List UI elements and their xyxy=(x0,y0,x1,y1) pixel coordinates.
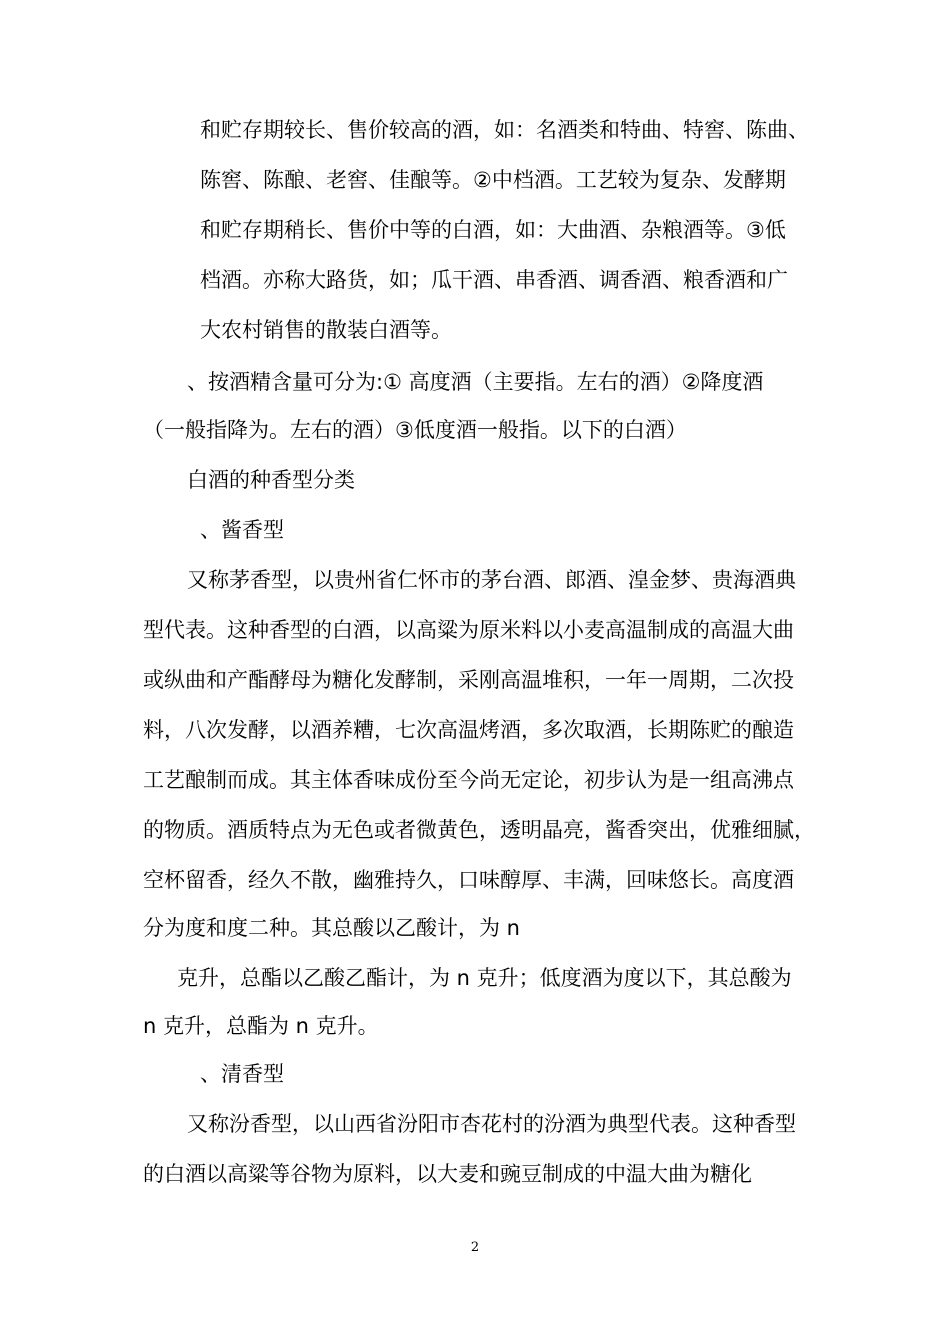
text-line: 陈窖、陈酿、老窖、佳酿等。②中档酒。工艺较为复杂、发酵期 xyxy=(200,168,786,192)
text-line: （一般指降为。左右的酒）③低度酒一般指。以下的白酒） xyxy=(143,418,687,442)
text-line: 分为度和度二种。其总酸以乙酸计，为 n xyxy=(143,916,520,940)
text-line: 料，八次发酵，以酒养糟，七次高温烤酒，多次取酒，长期陈贮的酿造 xyxy=(143,718,794,742)
page-number: 2 xyxy=(470,1240,480,1255)
text-line: 克升，总酯以乙酸乙酯计，为 n 克升；低度酒为度以下，其总酸为 xyxy=(177,966,792,990)
text-line: n 克升，总酯为 n 克升。 xyxy=(143,1014,379,1038)
text-line: 或纵曲和产酯酵母为糖化发酵制，采刚高温堆积，一年一周期，二次投 xyxy=(143,668,794,692)
subsection-heading: 、清香型 xyxy=(200,1062,284,1086)
text-line: 又称汾香型，以山西省汾阳市杏花村的汾酒为典型代表。这种香型 xyxy=(187,1112,796,1136)
text-line: 档酒。亦称大路货，如；瓜干酒、串香酒、调香酒、粮香酒和广 xyxy=(200,268,788,292)
text-line: 空杯留香，经久不散，幽雅持久，口味醇厚、丰满，回味悠长。高度酒 xyxy=(143,868,794,892)
text-line: 型代表。这种香型的白酒，以高粱为原米料以小麦高温制成的高温大曲 xyxy=(143,618,794,642)
text-line: 工艺酿制而成。其主体香味成份至今尚无定论，初步认为是一组高沸点 xyxy=(143,768,794,792)
text-line: 的物质。酒质特点为无色或者微黄色，透明晶亮，酱香突出，优雅细腻， xyxy=(143,818,815,842)
text-line: 、按酒精含量可分为:① 高度酒（主要指。左右的酒）②降度酒 xyxy=(187,370,764,394)
text-line: 大农村销售的散装白酒等。 xyxy=(200,318,452,342)
section-heading: 白酒的种香型分类 xyxy=(187,468,355,492)
text-line: 和贮存期较长、售价较高的酒，如：名酒类和特曲、特窖、陈曲、 xyxy=(200,118,809,142)
text-line: 和贮存期稍长、售价中等的白酒，如：大曲酒、杂粮酒等。③低 xyxy=(200,218,786,242)
subsection-heading: 、酱香型 xyxy=(200,518,284,542)
text-line: 又称茅香型，以贵州省仁怀市的茅台酒、郎酒、湟金梦、贵海酒典 xyxy=(187,568,796,592)
text-line: 的白酒以高粱等谷物为原料，以大麦和豌豆制成的中温大曲为糖化 xyxy=(143,1162,752,1186)
